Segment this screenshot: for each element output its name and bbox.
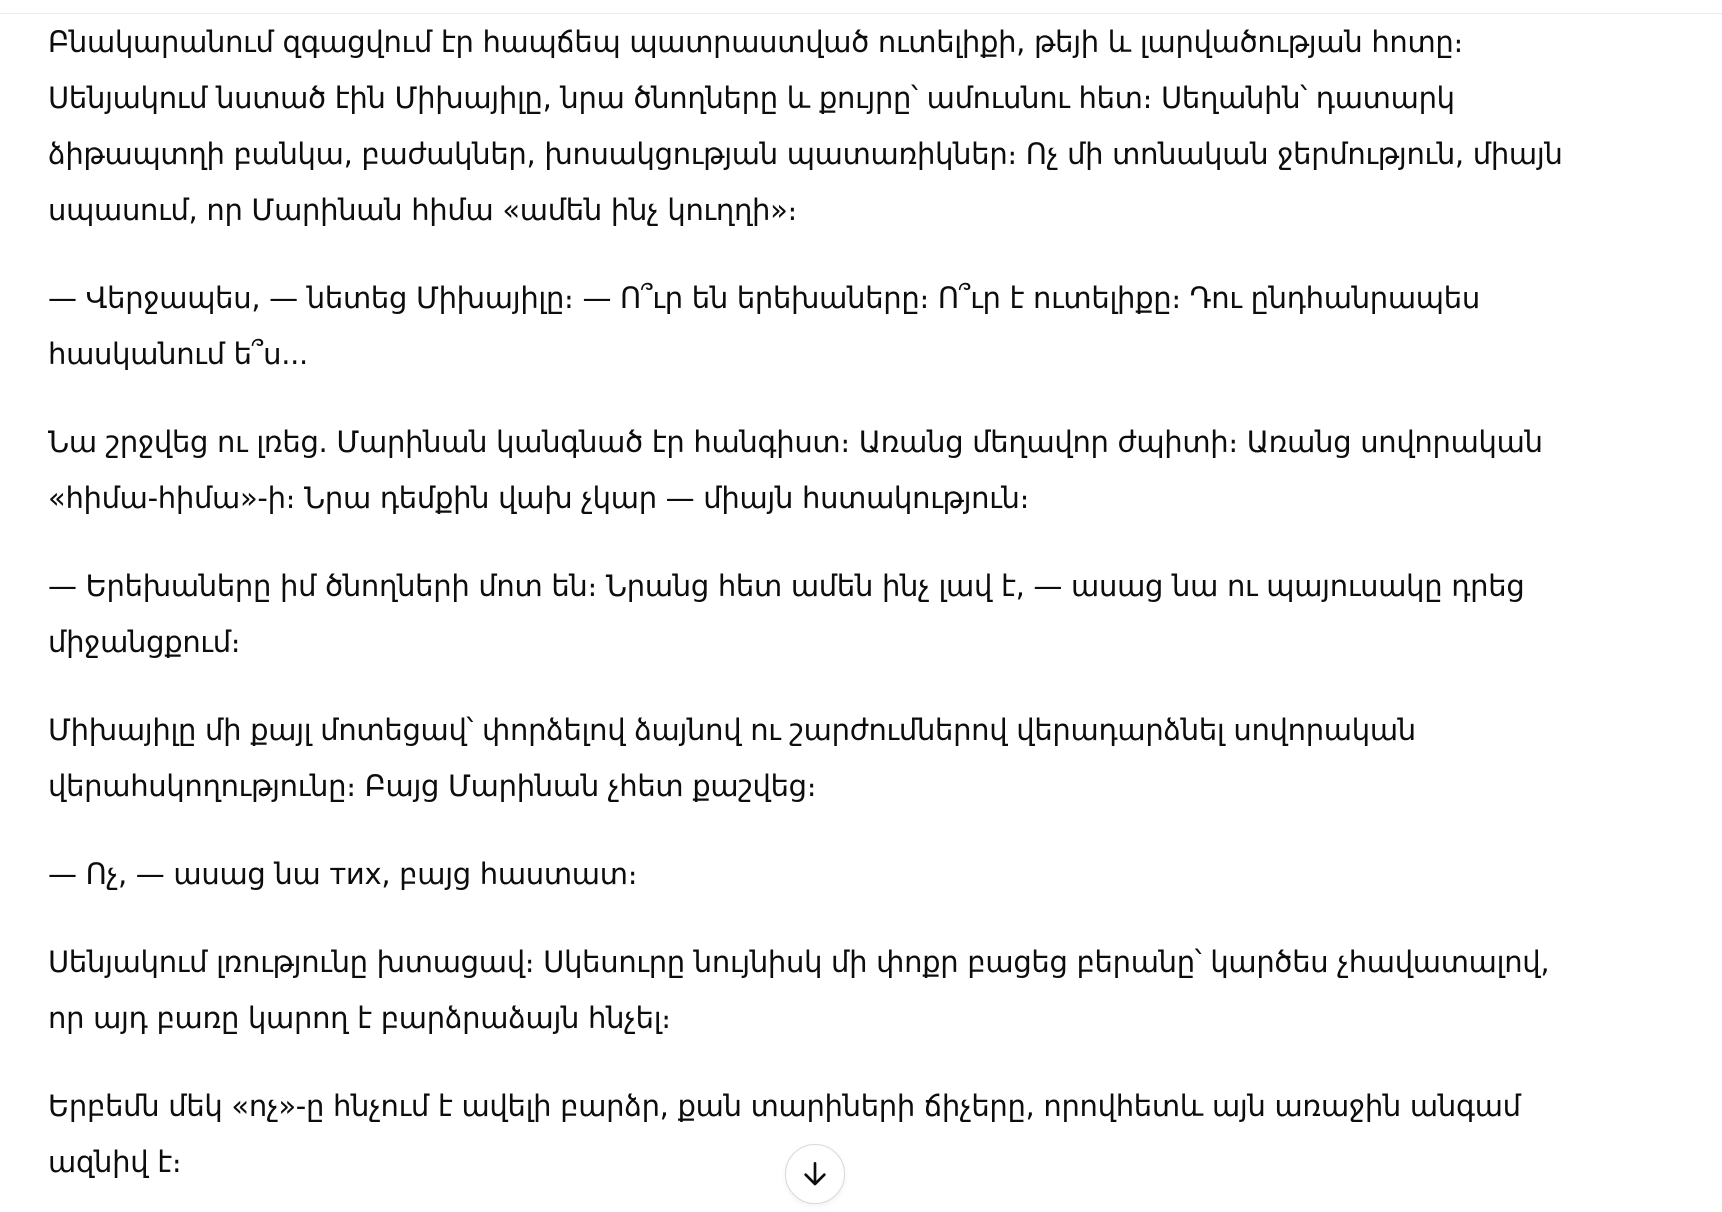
message-paragraph: Միխայիլը մի քայլ մոտեցավ՝ փորձելով ձայնով ու շարժումներով վերադարձնել սովորական վերահսկողությունը։ Բայց Մարինան չհետ քաշվեց։ [48, 713, 1416, 803]
message-paragraph: Բնակարանում զգացվում էր հապճեպ պատրաստված ուտելիքի, թեյի և լարվածության հոտը։ Սենյակում նստած էին Միխայիլը, նրա ծնողները և քույրը՝ ամուսնու հետ։ Սեղանին՝ դատարկ ձիթապտղի բանկա, բաժակներ, խոսակցության պատառիկներ։ Ոչ մի տոնական ջերմություն, միայն սպասում, որ Մարինան հիմա «ամեն ինչ կուղղի»։ [48, 25, 1563, 227]
message-paragraph: — Ոչ, — ասաց նա тих, բայց հաստատ։ [48, 857, 638, 891]
assistant-message [48, 14, 1578, 1212]
scroll-to-bottom-button[interactable] [785, 1144, 845, 1204]
message-paragraph: Երբեմն մեկ «ոչ»-ը հնչում է ավելի բարձր, քան տարիների ճիչերը, որովհետև այն առաջին անգամ ազնիվ է։ [48, 1089, 1521, 1179]
message-paragraph: Նա շրջվեց ու լռեց. Մարինան կանգնած էր հանգիստ։ Առանց մեղավոր ժպիտի։ Առանց սովորական «հիմա-հիմա»-ի։ Նրա դեմքին վախ չկար — միայն հստակություն։ [48, 425, 1543, 515]
message-paragraph: Սենյակում լռությունը խտացավ։ Սկեսուրը նույնիսկ մի փոքր բացեց բերանը՝ կարծես չհավատալով, որ այդ բառը կարող է բարձրաձայն հնչել։ [48, 945, 1550, 1035]
arrow-down-icon [799, 1158, 831, 1190]
message-paragraph: — Վերջապես, — նետեց Միխայիլը։ — Ո՞ւր են երեխաները։ Ո՞ւր է ուտելիքը։ Դու ընդհանրապես հասկանում ե՞ս... [48, 281, 1480, 371]
message-paragraph: — Երեխաները իմ ծնողների մոտ են։ Նրանց հետ ամեն ինչ լավ է, — ասաց նա ու պայուսակը դրեց միջանցքում։ [48, 569, 1525, 659]
top-divider [0, 0, 1722, 14]
